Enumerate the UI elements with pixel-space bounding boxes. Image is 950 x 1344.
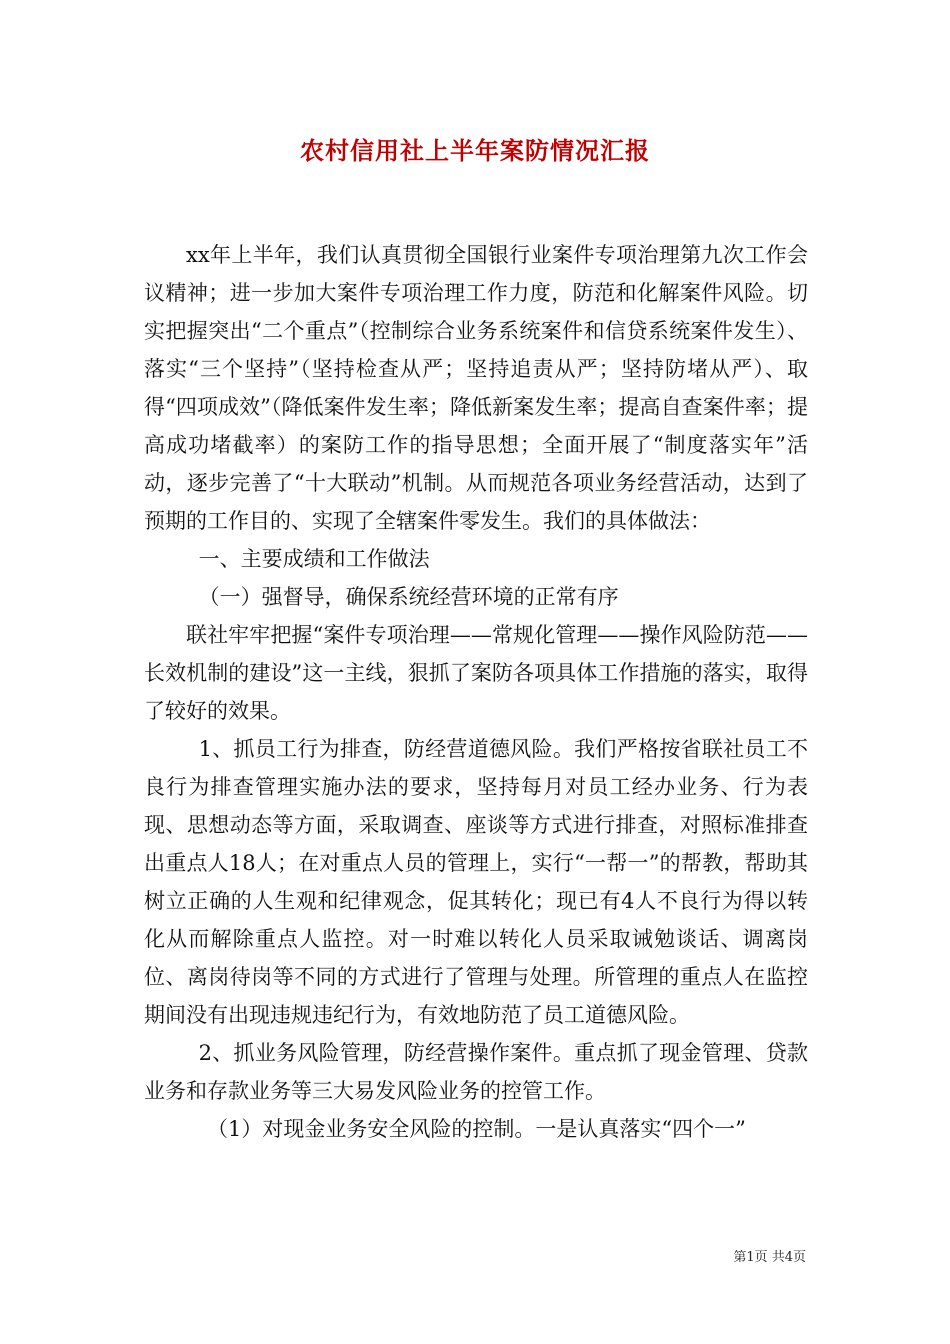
- subsection-heading-1: （一）强督导，确保系统经营环境的正常有序: [198, 585, 619, 609]
- paragraph-item-2-1: （1）对现金业务安全风险的控制。一是认真落实“四个一”: [207, 1117, 746, 1141]
- paragraph-item-2: 2、抓业务风险管理，防经营操作案件。重点抓了现金管理、贷款业务和存款业务等三大易发风险业务的控管工作。: [144, 1041, 808, 1103]
- paragraph-mainline: 联社牢牢把握“案件专项治理——常规化管理——操作风险防范——长效机制的建设”这一主线，狠抓了案防各项具体工作措施的落实，取得了较好的效果。: [144, 623, 808, 723]
- paragraph-item-1: 1、抓员工行为排查，防经营道德风险。我们严格按省联社员工不良行为排查管理实施办法的要求，坚持每月对员工经办业务、行为表现、思想动态等方面，采取调查、座谈等方式进行排查，对照标准排查出重点人18人；在对重点人员的管理上，实行“一帮一”的帮教，帮助其树立正确的人生观和纪律观念，促其转化；现已有4人不良行为得以转化从而解除重点人监控。对一时难以转化人员采取诫勉谈话、调离岗位、离岗待岗等不同的方式进行了管理与处理。所管理的重点人在监控期间没有出现违规违纪行为，有效地防范了员工道德风险。: [144, 737, 808, 1027]
- document-title: 农村信用社上半年案防情况汇报: [300, 136, 650, 165]
- section-heading-1: 一、主要成绩和工作做法: [198, 547, 430, 571]
- page-number: 第1页 共4页: [733, 1250, 806, 1265]
- document-body: [144, 236, 808, 1148]
- paragraph-intro: xx年上半年，我们认真贯彻全国银行业案件专项治理第九次工作会议精神；进一步加大案件专项治理工作力度，防范和化解案件风险。切实把握突出“二个重点”（控制综合业务系统案件和信贷系统案件发生）、落实“三个坚持”（坚持检查从严；坚持追责从严；坚持防堵从严）、取得“四项成效”（降低案件发生率；降低新案发生率；提高自查案件率；提高成功堵截率）的案防工作的指导思想；全面开展了“制度落实年”活动，逐步完善了“十大联动”机制。从而规范各项业务经营活动，达到了预期的工作目的、实现了全辖案件零发生。我们的具体做法：: [144, 243, 808, 533]
